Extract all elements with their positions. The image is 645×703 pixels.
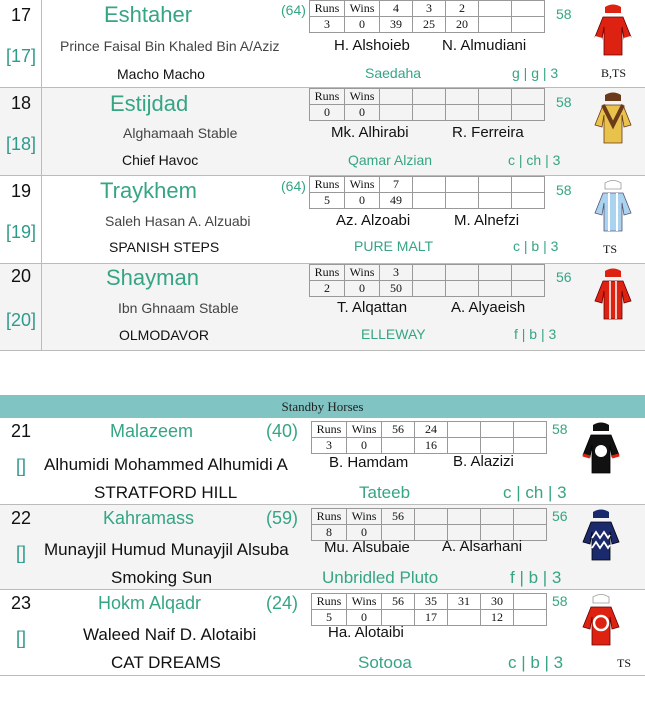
runner-number: 20 bbox=[10, 266, 32, 286]
jockey: H. Alshoieb bbox=[334, 37, 410, 54]
sire: Smoking Sun bbox=[111, 568, 213, 587]
weight: 58 bbox=[556, 6, 572, 22]
draw-number: [17] bbox=[5, 46, 37, 66]
draw-number: [18] bbox=[5, 134, 37, 154]
runner-number: 22 bbox=[10, 508, 32, 528]
trainer: R. Ferreira bbox=[452, 124, 524, 141]
runner-row bbox=[0, 88, 645, 176]
owner: Saleh Hasan A. Alzuabi bbox=[105, 213, 251, 229]
runner-number: 18 bbox=[10, 93, 32, 113]
horse-name[interactable]: Eshtaher bbox=[104, 2, 193, 27]
draw-number: [20] bbox=[5, 310, 37, 330]
dam: Unbridled Pluto bbox=[322, 568, 439, 587]
runner-number: 17 bbox=[10, 5, 32, 25]
sex-color-age: c | ch | 3 bbox=[503, 483, 567, 502]
sire: CAT DREAMS bbox=[111, 653, 221, 672]
weight: 58 bbox=[556, 94, 572, 110]
sex-color-age: f | b | 3 bbox=[514, 326, 557, 342]
trainer: A. Alyaeish bbox=[451, 299, 526, 316]
owner: Munayjil Humud Munayjil Alsuba bbox=[44, 540, 289, 559]
sex-color-age: f | b | 3 bbox=[510, 568, 562, 587]
runner-row bbox=[0, 176, 645, 264]
silk-tag: B,TS bbox=[601, 66, 627, 80]
weight: 56 bbox=[552, 508, 568, 524]
standby-row bbox=[0, 505, 645, 590]
horse-name[interactable]: Estijdad bbox=[110, 91, 189, 116]
jockey: Az. Alzoabi bbox=[336, 212, 411, 229]
silk-red-white-stripes-icon bbox=[593, 267, 633, 323]
jockey: B. Hamdam bbox=[329, 454, 409, 471]
silk-red-white-circle-icon bbox=[581, 593, 621, 649]
jockey: T. Alqattan bbox=[337, 299, 408, 316]
stats-table: Runs Wins 7 5 0 49 bbox=[309, 176, 545, 209]
dam: Qamar Alzian bbox=[348, 152, 433, 168]
draw-number: [] bbox=[15, 628, 26, 648]
trainer: N. Almudiani bbox=[442, 37, 527, 54]
weight: 56 bbox=[556, 269, 572, 285]
jockey: Mk. Alhirabi bbox=[331, 124, 409, 141]
dam: Tateeb bbox=[359, 483, 411, 502]
owner: Alghamaah Stable bbox=[123, 125, 238, 141]
stats-table: Runs Wins 56 35 31 30 5 0 17 12 bbox=[311, 593, 547, 626]
weight: 58 bbox=[552, 421, 568, 437]
stats-table: Runs Wins 0 0 bbox=[309, 88, 545, 121]
runner-number: 21 bbox=[10, 421, 32, 441]
sex-color-age: c | b | 3 bbox=[508, 653, 564, 672]
silk-tag: TS bbox=[617, 656, 632, 670]
silk-black-red-disc-icon bbox=[581, 421, 621, 477]
silk-navy-white-zigzag-icon bbox=[581, 508, 621, 564]
jockey: Mu. Alsubaie bbox=[324, 539, 410, 556]
sire: SPANISH STEPS bbox=[109, 239, 220, 255]
runner-row bbox=[0, 264, 645, 351]
horse-name[interactable]: Shayman bbox=[106, 265, 199, 290]
jockey: Ha. Alotaibi bbox=[328, 624, 404, 641]
dam: Saedaha bbox=[365, 65, 422, 81]
draw-number: [] bbox=[15, 456, 26, 476]
owner: Prince Faisal Bin Khaled Bin A/Aziz bbox=[60, 38, 280, 54]
standby-header: Standby Horses bbox=[0, 395, 645, 418]
runner-row bbox=[0, 0, 645, 88]
owner: Alhumidi Mohammed Alhumidi A bbox=[44, 455, 288, 474]
silk-red-white-sleeves-icon bbox=[593, 3, 633, 59]
stats-table: Runs Wins 3 2 0 50 bbox=[309, 264, 545, 297]
horse-name[interactable]: Malazeem bbox=[110, 421, 194, 441]
sire: Macho Macho bbox=[117, 66, 205, 82]
standby-row bbox=[0, 590, 645, 676]
weight: 58 bbox=[556, 182, 572, 198]
silk-tag: TS bbox=[603, 242, 618, 256]
sex-color-age: c | ch | 3 bbox=[508, 152, 561, 168]
silk-brown-yellow-chevron-icon bbox=[593, 91, 633, 147]
stats-table: Runs Wins 4 3 2 3 0 39 25 20 bbox=[309, 0, 545, 33]
silk-lightblue-white-icon bbox=[593, 179, 633, 235]
dam: ELLEWAY bbox=[361, 326, 426, 342]
draw-number: [] bbox=[15, 543, 26, 563]
horse-name[interactable]: Kahramass bbox=[103, 508, 195, 528]
sex-color-age: g | g | 3 bbox=[512, 65, 559, 81]
horse-name[interactable]: Traykhem bbox=[100, 178, 197, 203]
rating: (59) bbox=[266, 508, 299, 528]
owner: Ibn Ghnaam Stable bbox=[118, 300, 239, 316]
weight: 58 bbox=[552, 593, 568, 609]
sire: OLMODAVOR bbox=[119, 327, 209, 343]
dam: PURE MALT bbox=[354, 238, 434, 254]
runner-number: 19 bbox=[10, 181, 32, 201]
rating: (24) bbox=[266, 593, 299, 613]
rating: (40) bbox=[266, 421, 299, 441]
trainer: A. Alsarhani bbox=[442, 538, 523, 555]
sex-color-age: c | b | 3 bbox=[513, 238, 559, 254]
standby-row bbox=[0, 418, 645, 505]
rating: (64) bbox=[281, 2, 306, 18]
stats-table: Runs Wins 56 24 3 0 16 bbox=[311, 421, 547, 454]
stats-table: Runs Wins 56 8 0 bbox=[311, 508, 547, 541]
rating: (64) bbox=[281, 178, 306, 194]
sire: STRATFORD HILL bbox=[94, 483, 238, 502]
trainer: M. Alnefzi bbox=[454, 212, 520, 229]
draw-number: [19] bbox=[5, 222, 37, 242]
dam: Sotooa bbox=[358, 653, 412, 672]
sire: Chief Havoc bbox=[122, 152, 199, 168]
horse-name[interactable]: Hokm Alqadr bbox=[98, 593, 202, 613]
runner-number: 23 bbox=[10, 593, 32, 613]
trainer: B. Alazizi bbox=[453, 453, 514, 470]
owner: Waleed Naif D. Alotaibi bbox=[83, 625, 257, 644]
